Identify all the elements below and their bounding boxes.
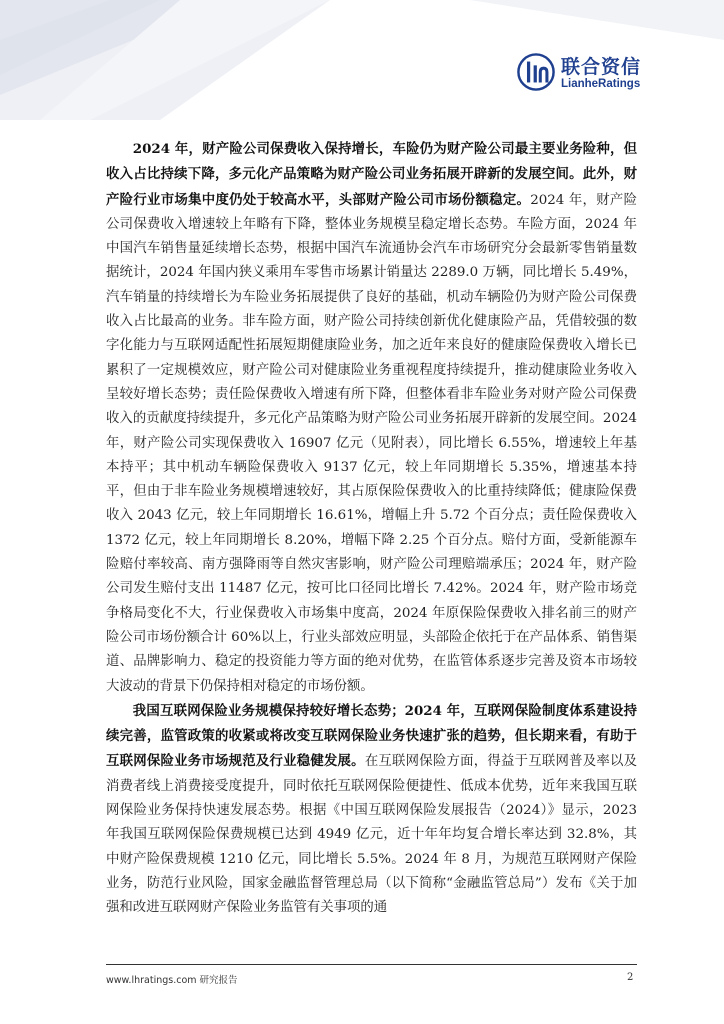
company-logo <box>517 52 657 96</box>
logo-chinese-name: 联合资信 <box>561 56 642 78</box>
paragraph-internet-insurance <box>106 699 637 921</box>
paragraph-1-text: 2024 年，财产险公司保费收入增速较上年略有下降，整体业务规模呈稳定增长态势。车险方面，2024 年中国汽车销售量延续增长态势，根据中国汽车流通协会汽车市场研究分会最新零售销量数据统计，2024 年国内狭义乘用车零售市场累计销量达 2289.0 万辆，同比增长 5.49%，汽车销量的持续增长为车险业务拓展提供了良好的基础，机动车辆险仍为财产险公司保费收入占比最高的业务。非车险方面，财产险公司持续创新优化健康险产品，凭借较强的数字化能力与互联网适配性拓展短期健康险业务，加之近年来良好的健康险保费收入增长已累积了一定规模效应，财产险公司对健康险业务重视程度持续提升，推动健康险业务收入呈较好增长态势；责任险保费收入增速有所下降，但整体看非车险业务对财产险公司保费收入的贡献度持续提升，多元化产品策略为财产险公司业务拓展开辟新的发展空间。2024 年，财产险公司实现保费收入 16907 亿元（见附表），同比增长 6.55%，增速较上年基本持平；其中机动车辆险保费收入 9137 亿元，较上年同期增长 5.35%，增速基本持平，但由于非车险业务规模增速较好，其占原保险保费收入的比重持续降低；健康险保费收入 2043 亿元，较上年同期增长 16.61%，增幅上升 5.72 个百分点；责任险保费收入 1372 亿元，较上年同期增长 8.20%，增幅下降 2.25 个百分点。赔付方面，受新能源车险赔付率较高、南方强降雨等自然灾害影响，财产险公司理赔端承压；2024 年，财产险公司发生赔付支出 11487 亿元，按可比口径同比增长 7.42%。2024 年，财产险市场竞争格局变化不大，行业保费收入市场集中度高，2024 年原保险保费收入排名前三的财产险公司市场份额合计 60%以上，行业头部效应明显，头部险企依托于在产品体系、销售渠道、品牌影响力、稳定的投资能力等方面的绝对优势，在监管体系逐步完善及资本市场较大波动的背景下仍保持相对稳定的市场份额。 <box>106 192 637 694</box>
paragraph-property-insurance <box>106 137 637 699</box>
logo-english-name: LianheRatings <box>561 78 641 90</box>
paragraph-1-summary: 2024 年，财产险公司保费收入保持增长，车险仍为财产险公司最主要业务险种，但收入占比持续下降，多元化产品策略为财产险公司业务拓展开辟新的发展空间。此外，财产险行业市场集中度仍处于较高水平，头部财产险公司市场份额稳定。 <box>106 141 637 208</box>
paragraph-2-text: 在互联网保险方面，得益于互联网普及率以及消费者线上消费接受度提升，同时依托互联网保险便捷性、低成本优势，近年来我国互联网保险业务保持快速发展态势。根据《中国互联网保险发展报告（2024）》显示，2023 年我国互联网保险保费规模已达到 4949 亿元，近十年年均复合增长率达到 32.8%，其中财产险保费规模 1210 亿元，同比增长 5.5%。2024 年 8 月，为规范互联网财产保险业务，防范行业风险，国家金融监督管理总局（以下简称“金融监管总局”）发布《关于加强和改进互联网财产保险业务监管有关事项的通 <box>106 754 638 916</box>
page-number: 2 <box>627 972 634 983</box>
footer-divider <box>106 964 637 965</box>
report-body <box>106 137 637 921</box>
paragraph-2-summary: 我国互联网保险业务规模保持较好增长态势；2024 年，互联网保险制度体系建设持续完善，监管政策的收紧或将改变互联网保险业务快速扩张的趋势，但长期来看，有助于互联网保险业务市场规范及行业稳健发展。 <box>106 702 637 770</box>
lianhe-logo-icon <box>517 53 555 91</box>
footer-site: www.lhratings.com 研究报告 <box>106 975 238 986</box>
